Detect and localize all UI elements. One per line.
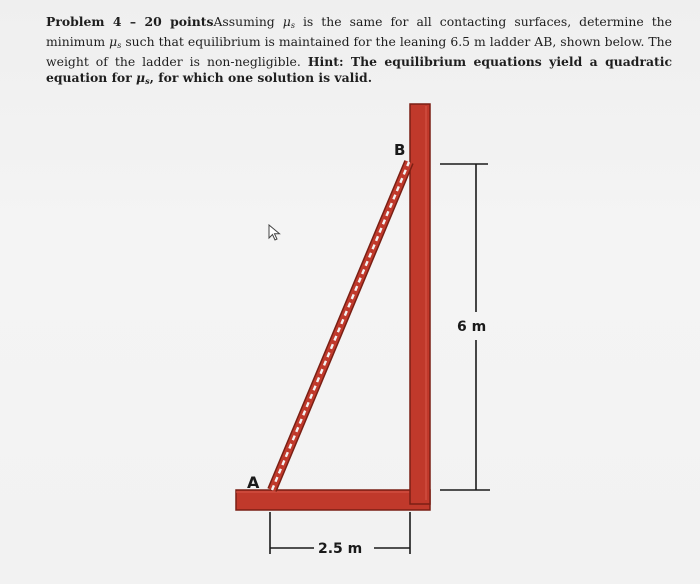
problem-text-part-3: such that equilibrium is maintained for the leaning 6.5 m ladder AB, shown below. The weight of the ladder is non-negligible. — [46, 34, 672, 69]
mu-s-symbol: $\mu_s$ — [109, 34, 122, 50]
height-label: 6 m — [457, 319, 487, 335]
point-a-label: A — [247, 473, 260, 492]
problem-heading: Problem 4 – 20 points — [46, 14, 214, 29]
mu-s-symbol: $\mu_s$ — [282, 14, 295, 30]
problem-text-part-2: is the same for all contacting surfaces, determine the minimum — [46, 14, 672, 49]
point-b-label: B — [394, 141, 406, 159]
base-label: 2.5 m — [318, 541, 363, 557]
problem-text-part-1: Assuming — [213, 14, 283, 29]
hint-end-text: , for which one solution is valid. — [149, 70, 373, 85]
floor — [236, 490, 430, 510]
ladder-ab — [272, 162, 409, 490]
hint-text: Hint: The equilibrium equations yield a quadratic equation for — [46, 54, 672, 85]
mouse-cursor-icon — [268, 224, 282, 242]
mu-s-symbol: $\mu_s$ — [136, 70, 150, 86]
